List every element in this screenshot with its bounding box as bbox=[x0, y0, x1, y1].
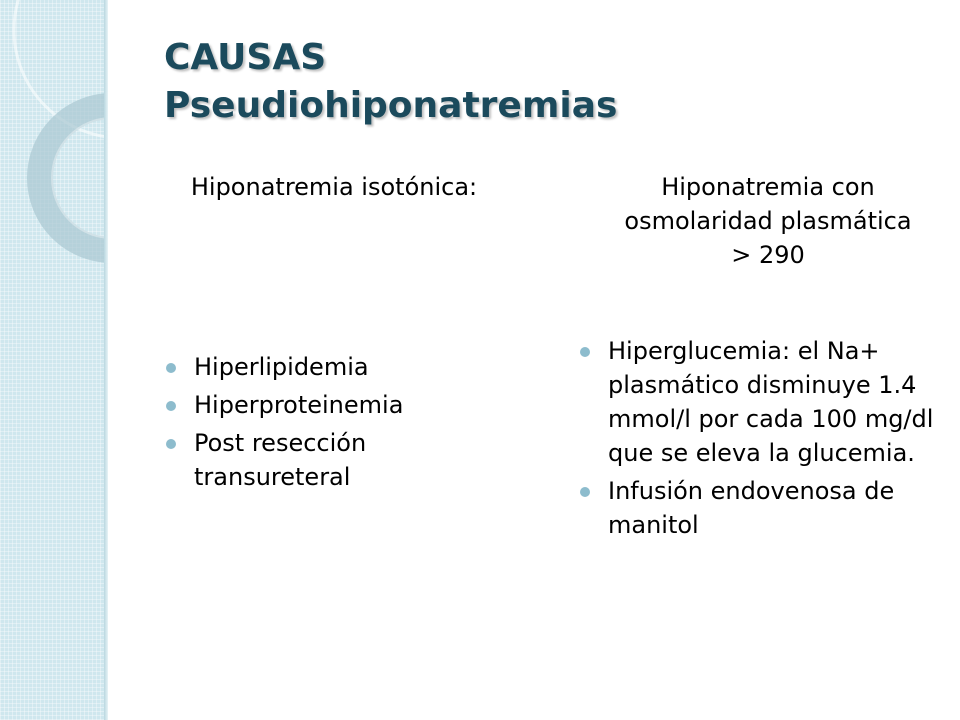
decorative-circles bbox=[0, 0, 104, 720]
list-item-text: Hiperglucemia: el Na+ plasmático disminuye 1.4 mmol/l por cada 100 mg/dl que se eleva la glucemia. bbox=[608, 337, 934, 467]
right-heading-line-1: Hiponatremia con bbox=[661, 173, 875, 201]
band-edge-line bbox=[104, 0, 108, 720]
decorative-side-band bbox=[0, 0, 104, 720]
list-item-text: Post resección transureteral bbox=[194, 429, 367, 491]
right-heading-line-3: > 290 bbox=[731, 241, 805, 269]
list-item bbox=[164, 350, 464, 384]
list-item bbox=[578, 474, 938, 542]
list-item bbox=[164, 388, 464, 422]
list-item-text: Hiperlipidemia bbox=[194, 353, 369, 381]
bullet-dot-icon bbox=[580, 487, 590, 497]
right-column-heading bbox=[580, 170, 956, 272]
list-item-text: Infusión endovenosa de manitol bbox=[608, 477, 895, 539]
list-item bbox=[578, 334, 938, 470]
title-line-1: CAUSAS bbox=[164, 37, 327, 78]
left-column-heading: Hiponatremia isotónica: bbox=[190, 173, 478, 201]
bullet-dot-icon bbox=[580, 347, 590, 357]
title-line-2: Pseudiohiponatremias bbox=[164, 85, 618, 126]
right-bullet-list bbox=[578, 334, 938, 546]
bullet-dot-icon bbox=[166, 439, 176, 449]
right-heading-line-2: osmolaridad plasmática bbox=[624, 207, 912, 235]
bullet-dot-icon bbox=[166, 363, 176, 373]
list-item bbox=[164, 426, 464, 494]
bullet-dot-icon bbox=[166, 401, 176, 411]
slide-title bbox=[164, 34, 617, 130]
left-bullet-list bbox=[164, 350, 464, 498]
list-item-text: Hiperproteinemia bbox=[194, 391, 404, 419]
